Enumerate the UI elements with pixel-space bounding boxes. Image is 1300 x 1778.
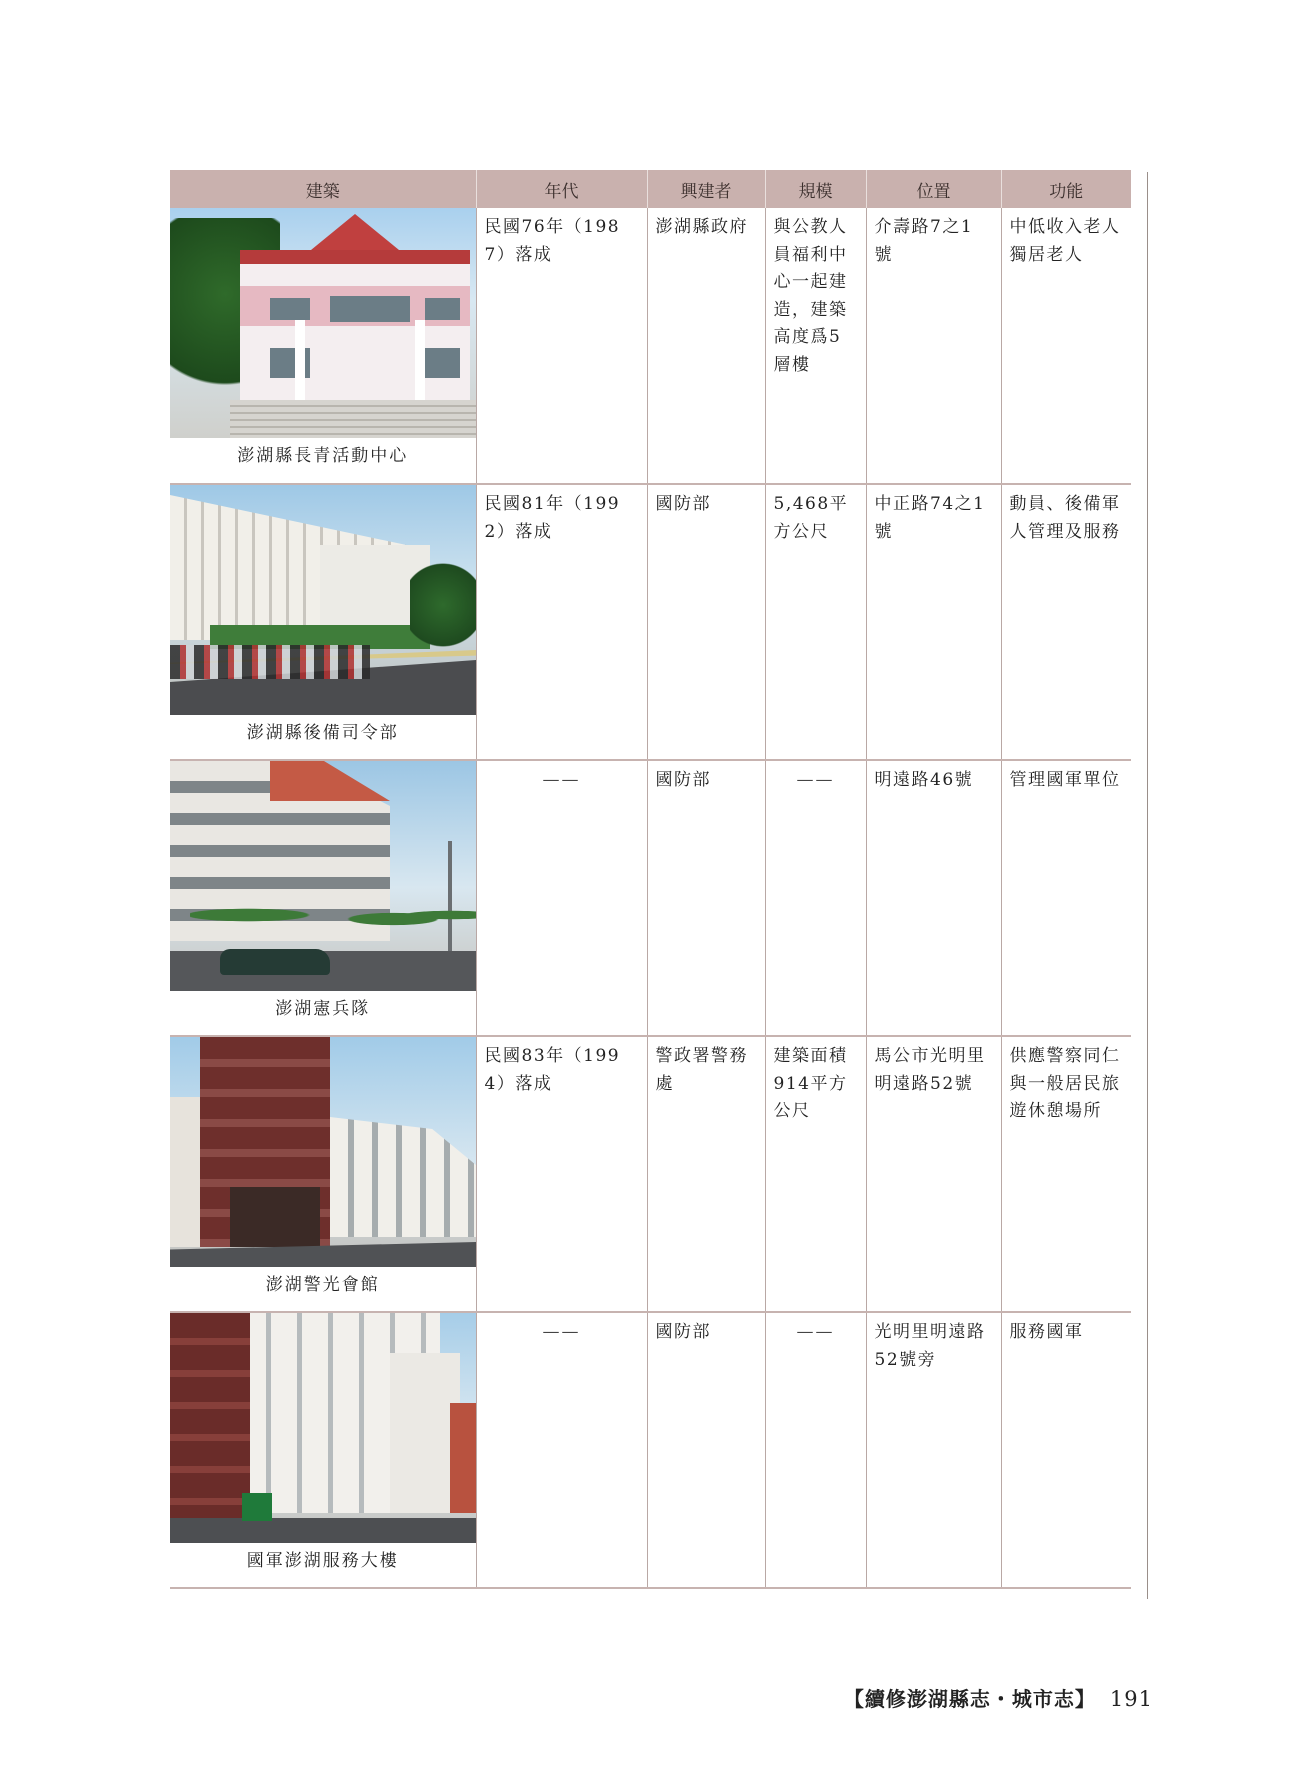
photo-caption: 澎湖警光會館 [265,1275,380,1295]
builder-cell: 國防部 [647,484,765,760]
right-margin-line [1147,172,1148,1599]
builder-cell: 澎湖縣政府 [647,208,765,484]
scale-cell: —— [765,1312,866,1588]
building-cell [170,208,476,484]
building-photo [170,485,476,715]
function-cell: 動員、後備軍人管理及服務 [1001,484,1131,760]
scale-cell: —— [765,760,866,1036]
table-row [170,208,1131,484]
building-cell [170,484,476,760]
photo-caption: 澎湖縣後備司令部 [246,723,399,743]
page-number: 191 [1109,1687,1153,1711]
table-header-row [170,170,1131,208]
location-cell: 中正路74之1號 [866,484,1001,760]
header-scale: 規模 [765,170,866,208]
government-buildings-table [170,170,1131,1589]
location-cell: 光明里明遠路52號旁 [866,1312,1001,1588]
scale-cell: 建築面積914平方公尺 [765,1036,866,1312]
builder-cell: 警政署警務處 [647,1036,765,1312]
function-cell: 中低收入老人獨居老人 [1001,208,1131,484]
era-cell: —— [476,1312,647,1588]
building-photo [170,208,476,438]
era-cell: 民國81年（1992）落成 [476,484,647,760]
location-cell: 介壽路7之1號 [866,208,1001,484]
function-cell: 服務國軍 [1001,1312,1131,1588]
table-row [170,484,1131,760]
builder-cell: 國防部 [647,1312,765,1588]
photo-caption: 澎湖縣長青活動中心 [237,446,409,466]
header-function: 功能 [1001,170,1131,208]
header-era: 年代 [476,170,647,208]
function-cell: 供應警察同仁與一般居民旅遊休憩場所 [1001,1036,1131,1312]
building-photo [170,1313,476,1543]
page-footer [844,1683,1153,1712]
header-building: 建築 [170,170,476,208]
location-cell: 馬公市光明里明遠路52號 [866,1036,1001,1312]
table-row [170,1036,1131,1312]
photo-caption: 澎湖憲兵隊 [275,999,371,1019]
function-cell: 管理國軍單位 [1001,760,1131,1036]
building-cell [170,760,476,1036]
photo-caption: 國軍澎湖服務大樓 [246,1551,399,1571]
builder-cell: 國防部 [647,760,765,1036]
table-row [170,1312,1131,1588]
era-cell: 民國83年（1994）落成 [476,1036,647,1312]
building-photo [170,1037,476,1267]
scale-cell: 5,468平方公尺 [765,484,866,760]
building-cell [170,1312,476,1588]
era-cell: —— [476,760,647,1036]
location-cell: 明遠路46號 [866,760,1001,1036]
building-photo [170,761,476,991]
header-location: 位置 [866,170,1001,208]
header-builder: 興建者 [647,170,765,208]
book-title: 【續修澎湖縣志・城市志】 [843,1687,1096,1711]
building-cell [170,1036,476,1312]
era-cell: 民國76年（1987）落成 [476,208,647,484]
table-row [170,760,1131,1036]
scale-cell: 與公教人員福利中心一起建造，建築高度爲5層樓 [765,208,866,484]
